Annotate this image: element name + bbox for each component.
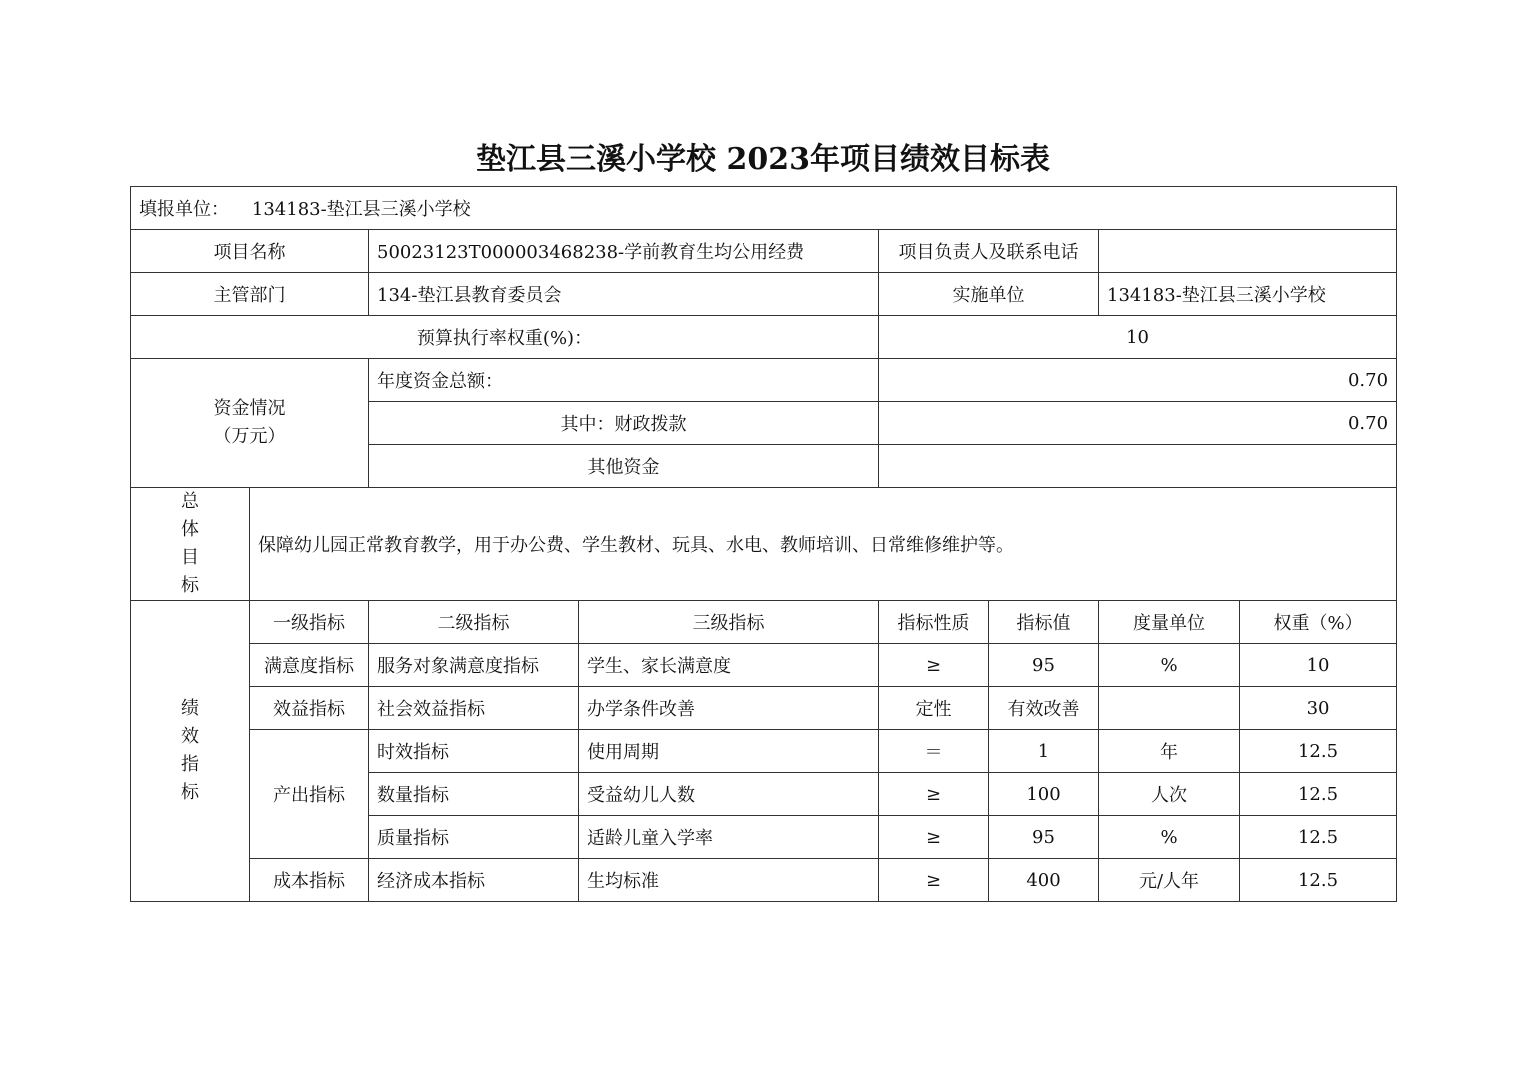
budget-weight-label: 预算执行率权重(%)：	[131, 316, 879, 359]
row-unit: 元/人年	[1099, 859, 1240, 902]
row-level2: 数量指标	[369, 773, 579, 816]
row-unit: %	[1099, 644, 1240, 687]
row-weight: 12.5	[1240, 773, 1397, 816]
department-row	[131, 273, 1397, 316]
row-value: 1	[989, 730, 1099, 773]
header-level1: 一级指标	[250, 601, 369, 644]
implementing-unit-value: 134183-垫江县三溪小学校	[1099, 273, 1397, 316]
budget-weight-value: 10	[879, 316, 1397, 359]
table-row	[131, 730, 1397, 773]
row-level2: 质量指标	[369, 816, 579, 859]
funds-label	[131, 359, 369, 488]
performance-form-table	[130, 186, 1397, 902]
row-value: 400	[989, 859, 1099, 902]
budget-weight-row	[131, 316, 1397, 359]
row-level1: 满意度指标	[250, 644, 369, 687]
goal-row	[131, 488, 1397, 601]
table-row	[131, 644, 1397, 687]
performance-label-cell	[131, 601, 250, 902]
row-level1: 成本指标	[250, 859, 369, 902]
project-name-value: 50023123T000003468238-学前教育生均公用经费	[369, 230, 879, 273]
filing-unit-value: 134183-垫江县三溪小学校	[251, 199, 471, 220]
row-nature: ≥	[879, 773, 989, 816]
row-level2: 经济成本指标	[369, 859, 579, 902]
funds-fiscal-value: 0.70	[879, 402, 1397, 445]
row-nature: 定性	[879, 687, 989, 730]
performance-label: 绩效指标	[181, 698, 199, 803]
header-weight: 权重（%）	[1240, 601, 1397, 644]
row-level2: 服务对象满意度指标	[369, 644, 579, 687]
row-value: 95	[989, 644, 1099, 687]
row-weight: 12.5	[1240, 816, 1397, 859]
funds-total-row	[131, 359, 1397, 402]
filing-unit-row	[131, 187, 1397, 230]
goal-label-cell	[131, 488, 250, 601]
filing-unit-label: 填报单位：	[139, 199, 229, 220]
funds-other-value	[879, 445, 1397, 488]
funds-other-label: 其他资金	[369, 445, 879, 488]
filing-unit-cell	[131, 187, 1397, 230]
row-level3: 办学条件改善	[579, 687, 879, 730]
row-level3: 生均标准	[579, 859, 879, 902]
row-value: 95	[989, 816, 1099, 859]
row-unit	[1099, 687, 1240, 730]
header-level2: 二级指标	[369, 601, 579, 644]
row-level3: 使用周期	[579, 730, 879, 773]
row-weight: 12.5	[1240, 859, 1397, 902]
header-level3: 三级指标	[579, 601, 879, 644]
funds-label-line2: （万元）	[213, 426, 286, 447]
row-level3: 学生、家长满意度	[579, 644, 879, 687]
header-value: 指标值	[989, 601, 1099, 644]
row-nature: ＝	[879, 730, 989, 773]
row-weight: 30	[1240, 687, 1397, 730]
row-level3: 受益幼儿人数	[579, 773, 879, 816]
row-level1: 产出指标	[250, 730, 369, 859]
row-unit: 年	[1099, 730, 1240, 773]
row-weight: 10	[1240, 644, 1397, 687]
funds-label-line1: 资金情况	[213, 398, 286, 419]
funds-fiscal-label: 其中：财政拨款	[369, 402, 879, 445]
project-manager-label: 项目负责人及联系电话	[879, 230, 1099, 273]
row-nature: ≥	[879, 859, 989, 902]
page-title: 垫江县三溪小学校 2023年项目绩效目标表	[476, 142, 1050, 177]
implementing-unit-label: 实施单位	[879, 273, 1099, 316]
row-unit: 人次	[1099, 773, 1240, 816]
table-row	[131, 687, 1397, 730]
row-value: 100	[989, 773, 1099, 816]
project-name-row	[131, 230, 1397, 273]
row-weight: 12.5	[1240, 730, 1397, 773]
row-unit: %	[1099, 816, 1240, 859]
indicator-header-row	[131, 601, 1397, 644]
department-label: 主管部门	[131, 273, 369, 316]
department-value: 134-垫江县教育委员会	[369, 273, 879, 316]
project-manager-value	[1099, 230, 1397, 273]
row-value: 有效改善	[989, 687, 1099, 730]
goal-text: 保障幼儿园正常教育教学，用于办公费、学生教材、玩具、水电、教师培训、日常维修维护等。	[250, 488, 1397, 601]
row-level2: 社会效益指标	[369, 687, 579, 730]
row-nature: ≥	[879, 644, 989, 687]
funds-total-label: 年度资金总额：	[369, 359, 879, 402]
header-nature: 指标性质	[879, 601, 989, 644]
goal-label: 总体目标	[181, 491, 199, 596]
row-level3: 适龄儿童入学率	[579, 816, 879, 859]
row-level1: 效益指标	[250, 687, 369, 730]
funds-total-value: 0.70	[879, 359, 1397, 402]
project-name-label: 项目名称	[131, 230, 369, 273]
row-level2: 时效指标	[369, 730, 579, 773]
header-unit: 度量单位	[1099, 601, 1240, 644]
table-row	[131, 859, 1397, 902]
row-nature: ≥	[879, 816, 989, 859]
